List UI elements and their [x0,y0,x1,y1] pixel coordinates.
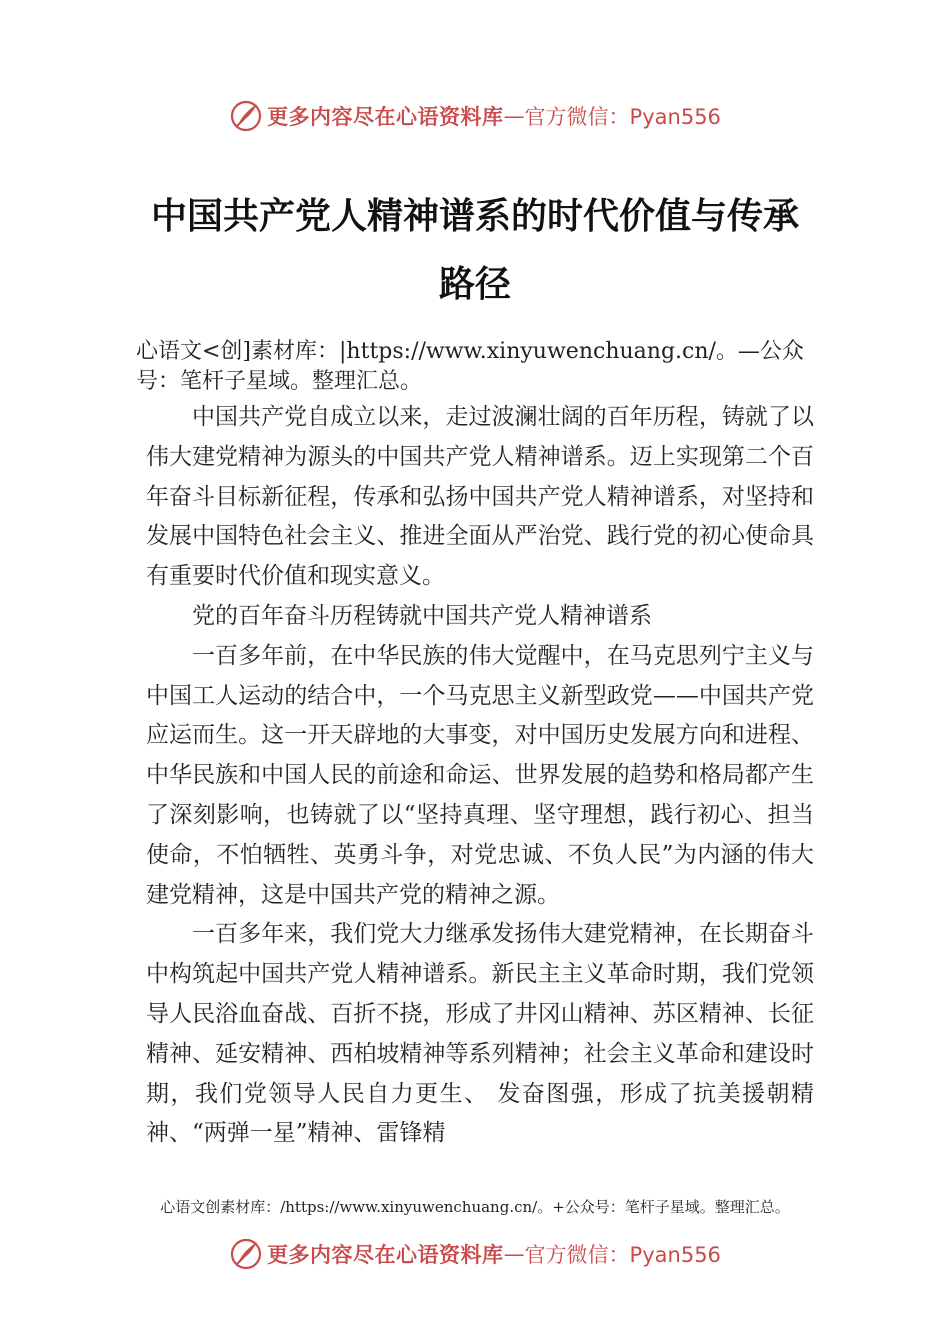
paragraph-1: 中国共产党自成立以来，走过波澜壮阔的百年历程，铸就了以伟大建党精神为源头的中国共产党人精神谱系。迈上实现第二个百年奋斗目标新征程，传承和弘扬中国共产党人精神谱系，对坚持和发展中国特色社会主义、推进全面从严治党、践行党的初心使命具有重要时代价值和现实意义。 [146,404,814,590]
feather-logo-icon [229,1237,263,1271]
feather-logo-icon [229,99,263,133]
title-line-2: 路径 [438,263,511,305]
banner-contact-text: 官方微信：Pyan556 [524,1243,721,1267]
document-body [146,398,814,1154]
source-line: 心语文<创]素材库：|https://www.xinyuwenchuang.cn/。—公众号：笔杆子星域。整理汇总。 [136,339,804,394]
document-title [100,182,850,318]
footer-source-line: 心语文创素材库：/https://www.xinyuwenchuang.cn/。+公众号：笔杆子星域。整理汇总。 [160,1198,790,1216]
banner-dash: — [503,1242,525,1266]
banner-contact-text: 官方微信：Pyan556 [524,105,721,129]
header-banner [0,96,950,136]
section-heading: 党的百年奋斗历程铸就中国共产党人精神谱系 [192,602,652,629]
paragraph-2: 一百多年前，在中华民族的伟大觉醒中，在马克思列宁主义与中国工人运动的结合中，一个马克思主义新型政党——中国共产党应运而生。这一开天辟地的大事变，对中国历史发展方向和进程、中华民族和中国人民的前途和命运、世界发展的趋势和格局都产生了深刻影响，也铸就了以“坚持真理、坚守理想，践行初心、担当使命，不怕牺牲、英勇斗争，对党忠诚、不负人民”为内涵的伟大建党精神，这是中国共产党的精神之源。 [146,642,814,908]
banner-dash: — [503,104,525,128]
title-line-1: 中国共产党人精神谱系的时代价值与传承 [150,195,799,237]
banner-main-text: 更多内容尽在心语资料库 [267,1242,504,1267]
banner-main-text: 更多内容尽在心语资料库 [267,104,504,129]
paragraph-3: 一百多年来，我们党大力继承发扬伟大建党精神，在长期奋斗中构筑起中国共产党人精神谱系。新民主主义革命时期，我们党领导人民浴血奋战、百折不挠，形成了井冈山精神、苏区精神、长征精神、延安精神、西柏坡精神等系列精神；社会主义革命和建设时期，我们党领导人民自力更生、 发奋图强，形成了抗美援朝精神、“两弹一星”精神、雷锋精 [146,921,814,1147]
footer-banner [0,1234,950,1274]
